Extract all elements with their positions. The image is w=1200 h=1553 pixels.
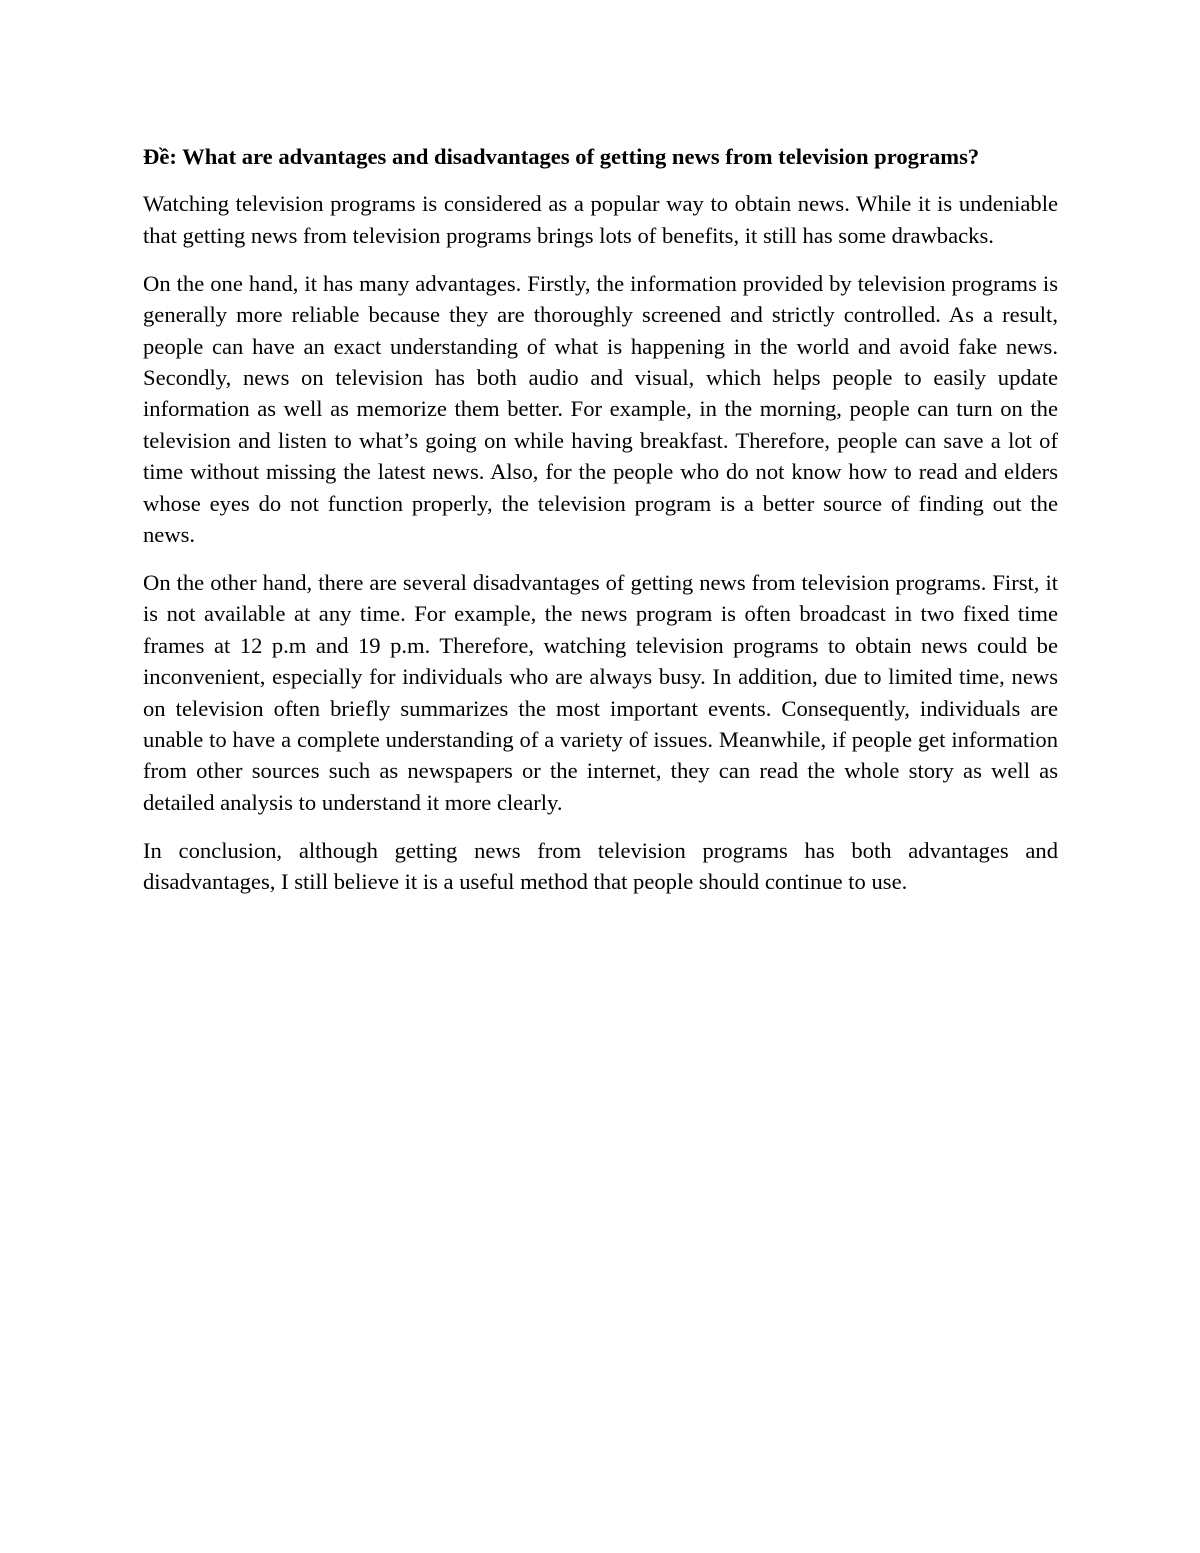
essay-title	[143, 141, 1058, 172]
paragraph-disadvantages: On the other hand, there are several disadvantages of getting news from television programs. First, it is not available at any time. For example, the news program is often broadcast in two fixed time frames at 12 p.m and 19 p.m. Therefore, watching television programs to obtain news could be inconvenient, especially for individuals who are always busy. In addition, due to limited time, news on television often briefly summarizes the most important events. Consequently, individuals are unable to have a complete understanding of a variety of issues. Meanwhile, if people get information from other sources such as newspapers or the internet, they can read the whole story as well as detailed analysis to understand it more clearly.	[143, 569, 1058, 815]
paragraph-introduction: Watching television programs is considered as a popular way to obtain news. While it is undeniable that getting news from television programs brings lots of benefits, it still has some drawbacks.	[143, 191, 1058, 248]
paragraph-advantages: On the one hand, it has many advantages. Firstly, the information provided by television programs is generally more reliable because they are thoroughly screened and strictly controlled. As a result, people can have an exact understanding of what is happening in the world and avoid fake news. Secondly, news on television has both audio and visual, which helps people to easily update information as well as memorize them better. For example, in the morning, people can turn on the television and listen to what’s going on while having breakfast. Therefore, people can save a lot of time without missing the latest news. Also, for the people who do not know how to read and elders whose eyes do not function properly, the television program is a better source of finding out the news.	[143, 270, 1058, 547]
essay-title-label: Đề:	[143, 144, 177, 169]
essay-title-text: What are advantages and disadvantages of getting news from television programs?	[182, 144, 980, 169]
essay-body	[143, 141, 1058, 914]
paragraph-conclusion: In conclusion, although getting news from television programs has both advantages and disadvantages, I still believe it is a useful method that people should continue to use.	[143, 837, 1058, 895]
